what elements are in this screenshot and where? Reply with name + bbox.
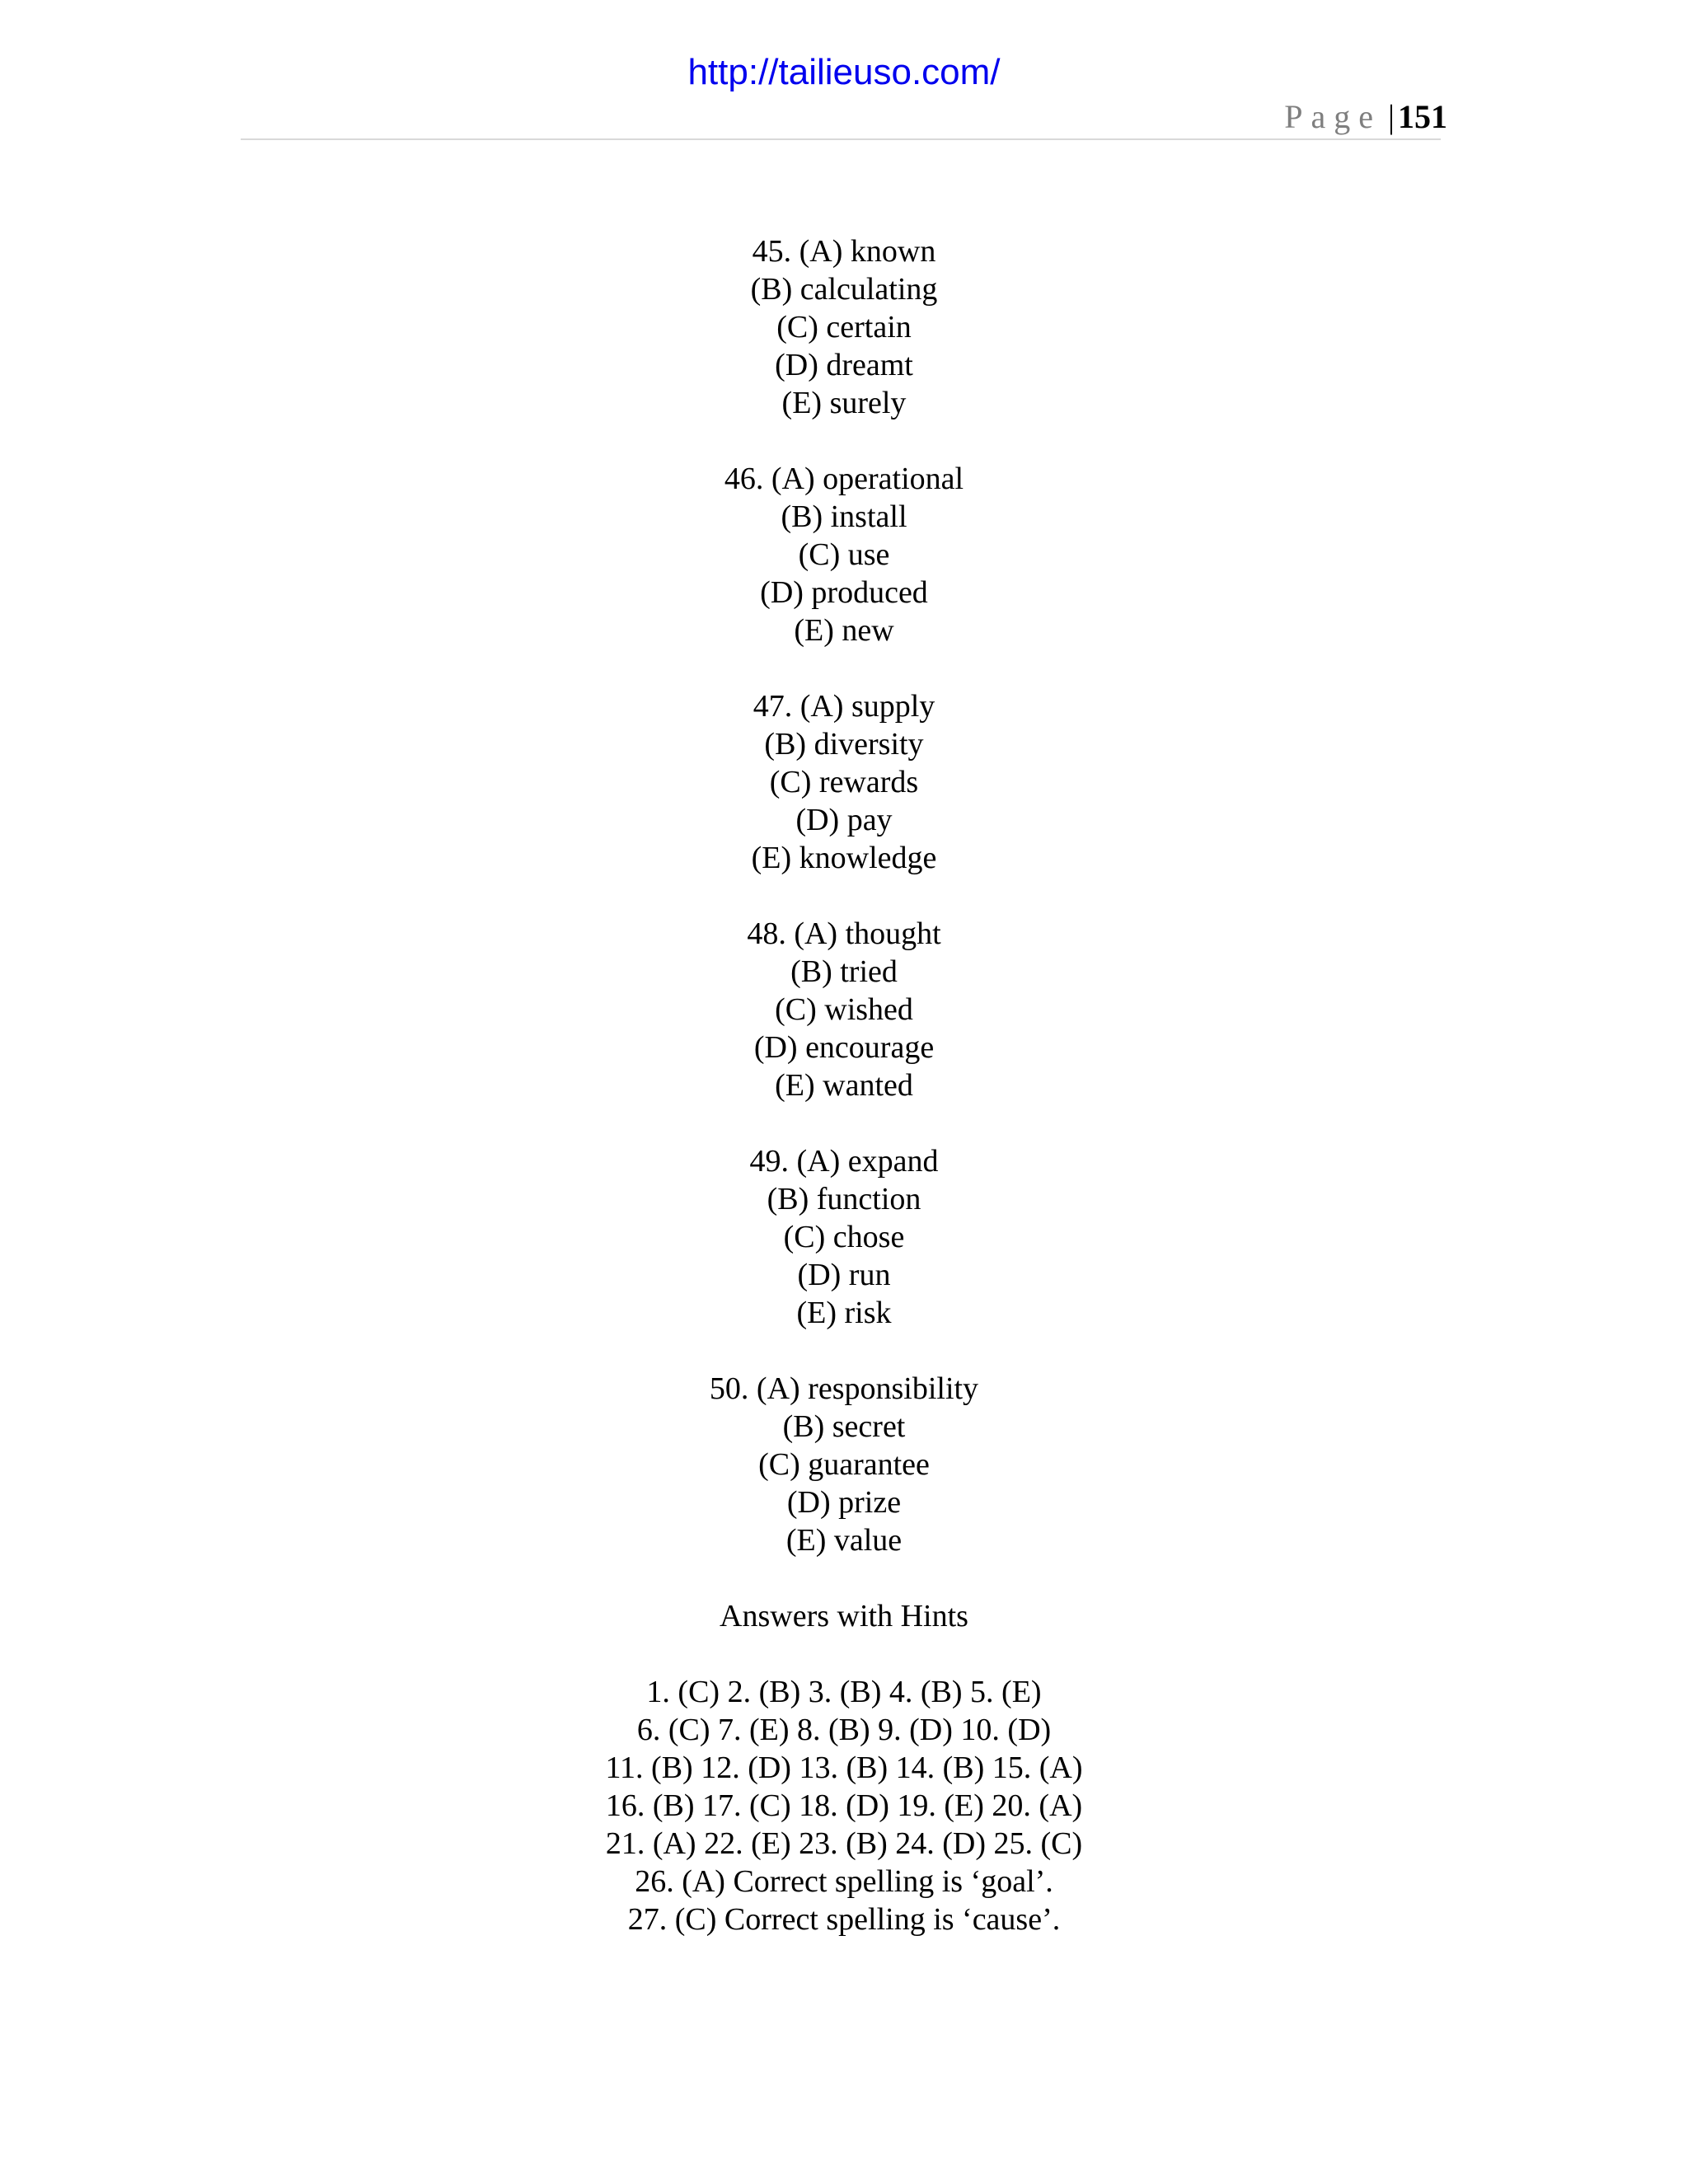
option-line: (B) calculating (750, 272, 938, 307)
document-body (0, 232, 1688, 1938)
option-line: 46. (A) operational (724, 462, 964, 496)
page-separator: | (1387, 98, 1395, 135)
option-line: (E) knowledge (751, 841, 937, 875)
answer-line: 11. (B) 12. (D) 13. (B) 14. (B) 15. (A) (605, 1750, 1083, 1785)
answer-line: 6. (C) 7. (E) 8. (B) 9. (D) 10. (D) (636, 1713, 1052, 1747)
question-50 (0, 1370, 1688, 1559)
option-line: (C) chose (783, 1220, 905, 1254)
answers-heading: Answers with Hints (720, 1599, 968, 1633)
option-line: (C) guarantee (758, 1447, 930, 1482)
question-46 (0, 460, 1688, 649)
answer-line: 1. (C) 2. (B) 3. (B) 4. (B) 5. (E) (646, 1675, 1042, 1709)
spacer (0, 649, 1688, 687)
option-line: (C) wished (775, 992, 913, 1027)
option-line: (D) prize (786, 1485, 902, 1520)
option-line: 47. (A) supply (753, 689, 935, 724)
answers-heading-block (0, 1597, 1688, 1635)
answer-line: 16. (B) 17. (C) 18. (D) 19. (E) 20. (A) (605, 1788, 1083, 1823)
option-line: 45. (A) known (752, 234, 936, 269)
answer-line: 27. (C) Correct spelling is ‘cause’. (627, 1902, 1061, 1937)
option-line: (D) run (797, 1258, 891, 1292)
option-line: (E) wanted (775, 1068, 913, 1103)
question-48 (0, 915, 1688, 1104)
option-line: (E) value (785, 1523, 903, 1558)
option-line: (D) encourage (753, 1030, 935, 1065)
spacer (0, 1104, 1688, 1142)
option-line: (E) surely (781, 386, 907, 420)
option-line: (D) pay (795, 803, 893, 837)
question-47 (0, 687, 1688, 877)
option-line: (B) function (767, 1182, 921, 1216)
option-line: 48. (A) thought (747, 916, 941, 951)
option-line: 50. (A) responsibility (709, 1371, 979, 1406)
option-line: (E) risk (796, 1296, 892, 1330)
spacer (0, 1635, 1688, 1673)
page-label: Page (1284, 98, 1381, 135)
option-line: 49. (A) expand (749, 1144, 939, 1179)
header-url-link[interactable]: http://tailieuso.com/ (687, 52, 1001, 92)
question-45 (0, 232, 1688, 422)
question-49 (0, 1142, 1688, 1332)
option-line: (C) rewards (769, 765, 919, 799)
spacer (0, 877, 1688, 915)
option-line: (D) dreamt (775, 348, 913, 382)
option-line: (B) secret (782, 1409, 906, 1444)
option-line: (C) certain (776, 310, 912, 344)
option-line: (B) install (781, 499, 907, 534)
option-line: (C) use (798, 537, 890, 572)
option-line: (B) tried (790, 954, 898, 989)
spacer (0, 1559, 1688, 1597)
option-line: (B) diversity (764, 727, 924, 762)
header-divider (241, 138, 1441, 140)
answer-line: 26. (A) Correct spelling is ‘goal’. (635, 1864, 1053, 1899)
spacer (0, 1332, 1688, 1370)
option-line: (E) new (794, 613, 894, 648)
spacer (0, 422, 1688, 460)
page-number-value: 151 (1398, 98, 1447, 135)
answer-line: 21. (A) 22. (E) 23. (B) 24. (D) 25. (C) (605, 1826, 1083, 1861)
option-line: (D) produced (760, 575, 928, 610)
page-number (1284, 97, 1447, 137)
answers-list (0, 1673, 1688, 1938)
